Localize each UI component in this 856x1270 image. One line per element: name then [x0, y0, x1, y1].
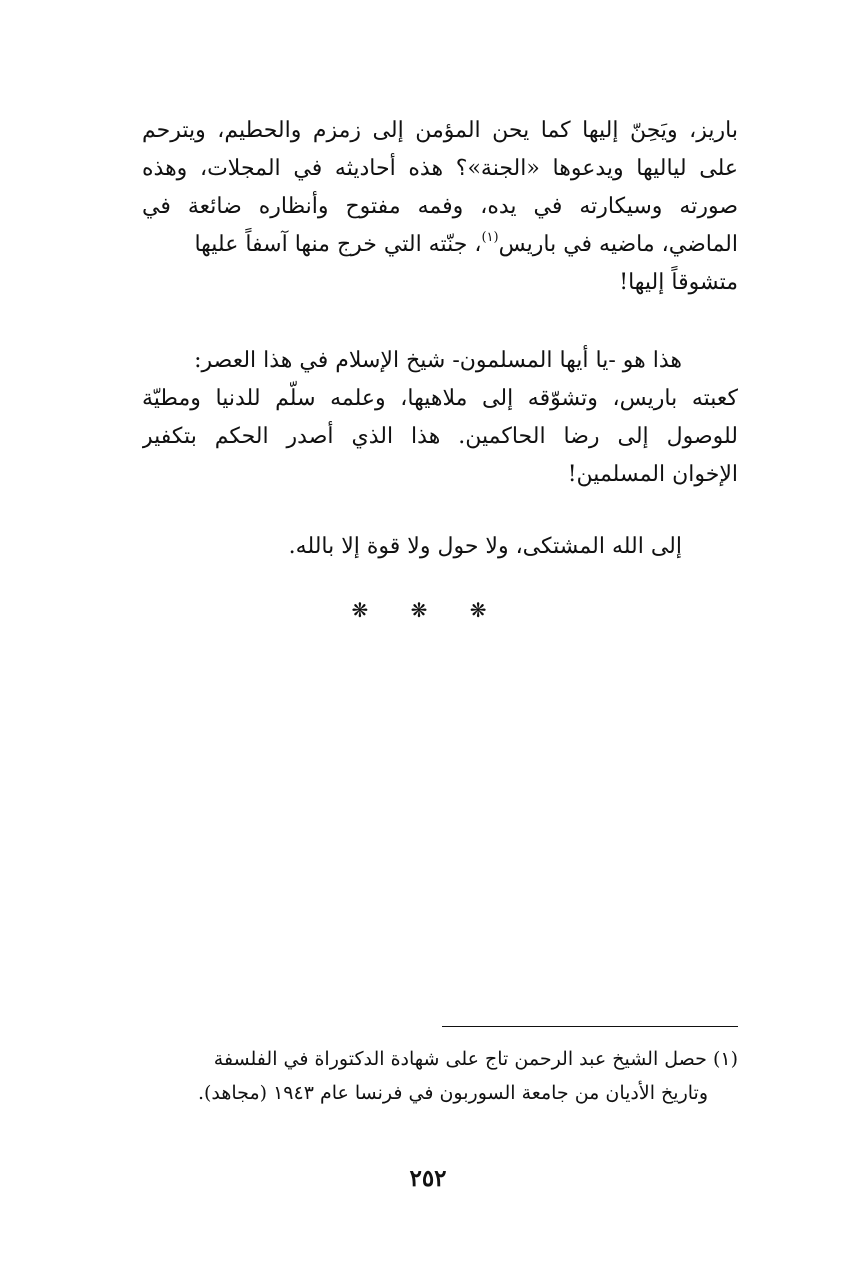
- paragraph-1-line-4-start: الماضي، ماضيه في باريس: [498, 232, 738, 257]
- paragraph-2-line-2: كعبته باريس، وتشوّقه إلى ملاهيها، وعلمه سلّم للدنيا ومطيّة: [142, 386, 738, 411]
- paragraph-1-line-3: صورته وسيكارته في يده، وفمه مفتوح وأنظاره ضائعة في: [142, 194, 738, 219]
- paragraph-2-line-4: الإخوان المسلمين!: [567, 462, 738, 487]
- paragraph-2-line-1: هذا هو -يا أيها المسلمون- شيخ الإسلام في هذا العصر:: [194, 348, 682, 373]
- paragraph-1-line-2: على لياليها ويدعوها «الجنة»؟ هذه أحاديثه في المجلات، وهذه: [142, 156, 738, 181]
- footnote-line-1: (١) حصل الشيخ عبد الرحمن تاج على شهادة الدكتوراة في الفلسفة: [213, 1048, 738, 1070]
- paragraph-1-line-5: متشوقاً إليها!: [619, 270, 738, 295]
- paragraph-1-line-4: [142, 226, 738, 264]
- paragraph-2: [142, 342, 738, 494]
- paragraph-2-line-3: للوصول إلى رضا الحاكمين. هذا الذي أصدر الحكم بتكفير: [142, 424, 738, 449]
- paragraph-1: [142, 112, 738, 302]
- footnote-reference[interactable]: (١): [481, 230, 499, 245]
- footnote-line-2: وتاريخ الأديان من جامعة السوربون في فرنسا عام ١٩٤٣ (مجاهد).: [197, 1082, 708, 1104]
- section-separator: ❋ ❋ ❋: [351, 598, 505, 622]
- paragraph-1-line-4-end: ، جنّته التي خرج منها آسفاً عليها: [194, 232, 482, 257]
- paragraph-3: إلى الله المشتكى، ولا حول ولا قوة إلا بالله.: [288, 534, 682, 559]
- footnote: [142, 1042, 738, 1110]
- footnote-divider: [442, 1026, 738, 1027]
- paragraph-1-line-1: باريز، ويَحِنّ إليها كما يحن المؤمن إلى زمزم والحطيم، ويترحم: [142, 118, 738, 143]
- page-number: ٢٥٢: [409, 1165, 447, 1192]
